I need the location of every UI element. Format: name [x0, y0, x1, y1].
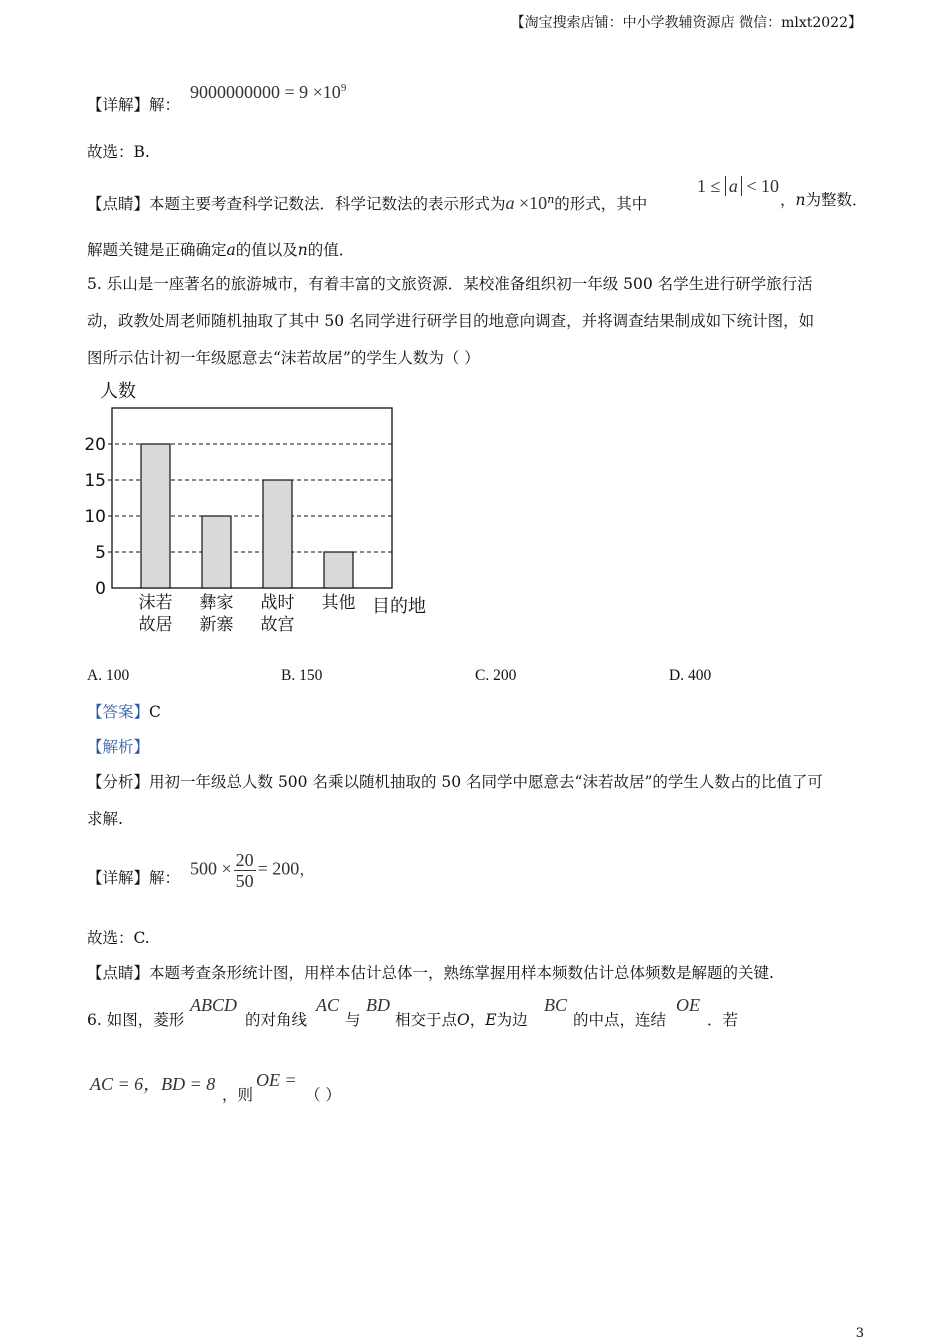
- q4-note-label: 【点睛】: [87, 195, 150, 214]
- q5-fenxi-line1: [87, 772, 823, 792]
- q4-ineq-abs-a: a: [725, 176, 742, 196]
- q4-note-text1: 本题主要考查科学记数法．科学记数法的表示形式为: [149, 195, 506, 214]
- q5-option-c: C. 200: [475, 667, 517, 684]
- q6-t5: 为边: [496, 1011, 528, 1029]
- x-category-label: 彝家: [199, 593, 234, 613]
- q6-t6: 的中点，连结: [573, 1011, 667, 1029]
- q4-note-text2: 的形式，其中: [554, 195, 648, 214]
- q5-calc-comma: ，: [299, 861, 315, 879]
- q4-ineq-left: 1 ≤: [697, 176, 721, 196]
- q6-t3-text: 相交于点: [395, 1011, 458, 1029]
- q4-detail-label: 【详解】解：: [87, 96, 181, 114]
- q4-note-line1: [87, 190, 647, 214]
- q5-calc-den: 50: [235, 871, 254, 891]
- y-tick-label: 15: [84, 471, 106, 491]
- bar: [202, 516, 231, 588]
- q4-note-tail: [780, 190, 868, 210]
- q6-t4: ，: [469, 1011, 486, 1029]
- q6-t7: ．若: [707, 1011, 739, 1029]
- q4-note-comma: ，: [780, 191, 796, 209]
- q4-line2-a: a: [226, 241, 236, 259]
- q4-line2-pre: 解题关键是正确确定: [87, 241, 227, 259]
- y-axis-label: 人数: [100, 381, 136, 402]
- q5-fenxi-label: 【分析】: [87, 773, 150, 791]
- y-tick-label: 10: [84, 507, 106, 527]
- bar: [263, 480, 292, 588]
- q4-eq-mid: = 9 ×10: [284, 82, 341, 102]
- q6-ac: AC: [316, 995, 340, 1015]
- q5-option-d: D. 400: [669, 667, 712, 684]
- q6-bc: BC: [544, 995, 568, 1015]
- q4-note-text3: 为整数．: [805, 191, 868, 209]
- q5-answer: [87, 702, 161, 722]
- q4-line2-n: n: [297, 241, 308, 259]
- q5-detail-label: 【详解】解：: [87, 869, 181, 887]
- q4-line2-mid: 的值以及: [235, 241, 298, 259]
- q5-calculation: [190, 850, 315, 891]
- q4-line2-post: 的值．: [307, 241, 355, 259]
- q4-note-exp: n: [547, 193, 555, 206]
- q4-note-a: a: [505, 193, 515, 214]
- q5-fenxi-line2: 求解.: [87, 810, 123, 828]
- q5-note-text: 本题考查条形统计图，用样本估计总体一，熟练掌握用样本频数估计总体频数是解题的关键.: [149, 964, 774, 982]
- x-category-label: 战时: [260, 593, 295, 613]
- q6-t1: 的对角线: [245, 1011, 308, 1029]
- q6-t2: 与: [345, 1011, 361, 1029]
- q6-paren: （ ）: [305, 1086, 341, 1104]
- q4-ineq-right: < 10: [746, 176, 780, 196]
- q4-eq-left: 9000000000: [190, 82, 280, 102]
- q6-condition: AC = 6，BD = 8: [90, 1074, 216, 1094]
- q6-abcd: ABCD: [190, 995, 237, 1015]
- q5-calc-num: 20: [235, 850, 254, 870]
- q4-note-line2: [87, 240, 354, 260]
- q5-choose: 故选：C.: [87, 929, 150, 947]
- q6-t8: ，则: [222, 1086, 254, 1104]
- x-category-label: 故宫: [260, 615, 295, 635]
- bar: [324, 552, 353, 588]
- q5-calc-left: 500 ×: [190, 858, 232, 879]
- q5-answer-label: 【答案】: [87, 703, 150, 721]
- q5-fenxi-text1: 用初一年级总人数 500 名乘以随机抽取的 50 名同学中愿意去“沫若故居”的学生人数占的比值了可: [149, 773, 823, 791]
- q5-note: [87, 963, 774, 983]
- q4-eq-exp: 9: [340, 82, 347, 94]
- q5-analysis-label: 【解析】: [87, 738, 150, 756]
- x-category-label: 故居: [138, 615, 173, 635]
- q6-e: E: [485, 1011, 497, 1029]
- q6-t3: [395, 1010, 528, 1030]
- x-category-label: 新寨: [199, 615, 234, 635]
- q5-stem-line3: 图所示估计初一年级愿意去“沫若故居”的学生人数为（ ）: [87, 349, 480, 367]
- q4-note-times: ×10: [514, 193, 548, 214]
- y-tick-label: 0: [95, 579, 106, 599]
- q5-calc-right: = 200: [257, 858, 300, 879]
- q6-stem-pre: 6. 如图，菱形: [87, 1011, 185, 1029]
- y-tick-label: 5: [95, 543, 106, 563]
- q4-note-inequality: [697, 176, 779, 197]
- y-tick-label: 20: [84, 435, 106, 455]
- q4-equation: [190, 82, 346, 103]
- q4-note-n: n: [795, 191, 806, 209]
- q5-option-a: A. 100: [87, 667, 130, 684]
- x-category-label: 沫若: [138, 593, 173, 613]
- q5-note-label: 【点睛】: [87, 964, 150, 982]
- x-axis-label: 目的地: [372, 596, 426, 617]
- q6-bd: BD: [366, 995, 390, 1015]
- q6-o: O: [457, 1011, 470, 1029]
- q5-answer-value: C: [149, 703, 161, 721]
- bar: [141, 444, 170, 588]
- q5-option-b: B. 150: [281, 667, 323, 684]
- q5-calc-fraction: [234, 850, 256, 891]
- q5-stem-line1: 5. 乐山是一座著名的旅游城市，有着丰富的文旅资源．某校准备组织初一年级 500 名学生进行研学旅行活: [87, 275, 813, 293]
- q5-stem-line2: 动，政教处周老师随机抽取了其中 50 名同学进行研学目的地意向调查，并将调查结果制成如下统计图，如: [87, 312, 815, 330]
- q6-ask: OE =: [256, 1070, 297, 1090]
- bar-chart: [80, 375, 440, 645]
- q6-oe: OE: [676, 995, 700, 1015]
- page-header: 【淘宝搜索店铺：中小学教辅资源店 微信：mlxt2022】: [510, 15, 862, 31]
- x-category-label: 其他: [321, 593, 356, 613]
- page-number: 3: [855, 1326, 864, 1341]
- q4-choose: 故选：B.: [87, 143, 150, 161]
